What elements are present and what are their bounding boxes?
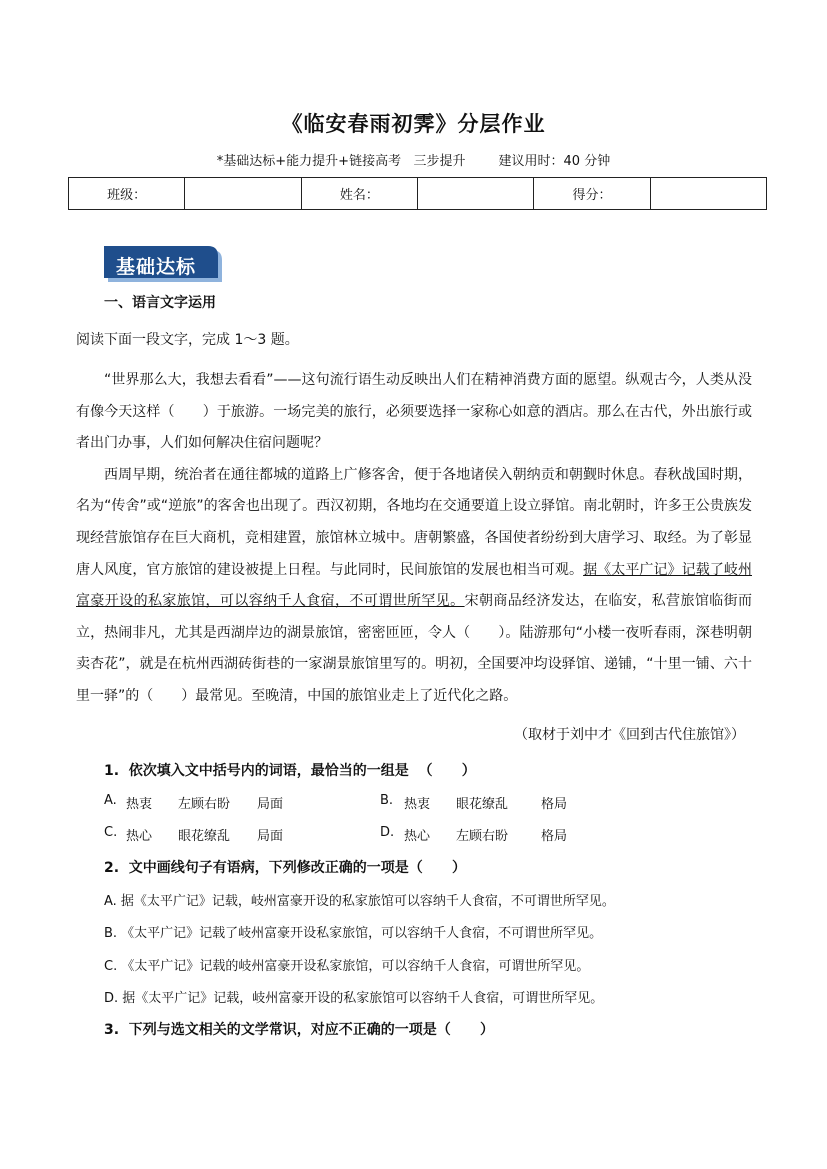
section-tag-label: 基础达标 (116, 256, 197, 278)
passage-text: 西周早期，统治者在通往都城的道路上广修客舍，便于各地诸侯入朝纳贡和朝觐时休息。春秋战国时期，名为“传舍”或“逆旅”的客舍也出现了。西汉初期，各地均在交通要道上设立驿馆。南北朝时，许多王公贵族发现经营旅馆存在巨大商机，竞相建置，旅馆林立城中。唐朝繁盛，各国使者纷纷到大唐学习、取经。为了彰显唐人风度，官方旅馆的建设被提上日程。与此同时，民间旅馆的发展也相当可观。 (76, 466, 752, 578)
section-tag (104, 246, 222, 282)
question-2-option-d[interactable]: D. 据《太平广记》记载，岐州富豪开设的私家旅馆可以容纳千人食宿，可谓世所罕见。 (104, 991, 604, 1006)
question-3-stem: 3. 下列与选文相关的文学常识，对应不正确的一项是（ ） (104, 1022, 495, 1038)
option-word: 眼花缭乱 (178, 829, 231, 844)
score-field[interactable] (650, 178, 766, 210)
question-1-options-row-1 (104, 793, 664, 813)
question-2-option-c[interactable]: C. 《太平广记》记载的岐州富豪开设私家旅馆，可以容纳千人食宿，可谓世所罕见。 (104, 959, 590, 974)
underlined-sentence: 据《太平广记》记载了岐州富豪开设的私家旅馆，可以容纳千人食宿，不可谓世所罕见。 (76, 561, 752, 610)
section-heading: 一、语言文字运用 (104, 295, 216, 311)
option-word: 局面 (257, 797, 284, 812)
option-word: 左顾右盼 (456, 829, 509, 844)
option-letter[interactable]: D. (380, 825, 395, 840)
passage-paragraph-2 (76, 460, 752, 713)
option-word: 热心 (404, 829, 431, 844)
class-label: 班级： (69, 178, 185, 210)
reading-passage (76, 365, 752, 713)
option-letter[interactable]: B. (380, 793, 394, 808)
question-2-stem: 2. 文中画线句子有语病，下列修改正确的一项是（ ） (104, 860, 467, 876)
passage-source: （取材于刘中才《回到古代住旅馆》） (514, 727, 745, 743)
passage-text: 宋朝商品经济发达，在临安，私营旅馆临街而立，热闹非凡，尤其是西湖岸边的湖景旅馆，密密匝匝，令人（ ）。陆游那句“小楼一夜听春雨，深巷明朝卖杏花”，就是在杭州西湖砖街巷的一家湖景旅馆里写的。明初，全国要冲均设驿馆、递铺，“十里一铺、六十里一驿”的（ ）最常见。至晚清，中国的旅馆业走上了近代化之路。 (76, 593, 753, 704)
option-word: 热衷 (404, 797, 431, 812)
score-label: 得分： (534, 178, 650, 210)
reading-instruction: 阅读下面一段文字，完成 1～3 题。 (76, 332, 299, 348)
subtitle: *基础达标+能力提升+链接高考 三步提升 建议用时：40 分钟 (216, 154, 611, 169)
name-field[interactable] (417, 178, 533, 210)
passage-paragraph-1: “世界那么大，我想去看看”——这句流行语生动反映出人们在精神消费方面的愿望。纵观古今，人类从没有像今天这样（ ）于旅游。一场完美的旅行，必须要选择一家称心如意的酒店。那么在古代，外出旅行或者出门办事，人们如何解决住宿问题呢？ (76, 372, 752, 452)
option-word: 格局 (541, 829, 568, 844)
option-word: 左顾右盼 (178, 797, 231, 812)
question-1-options-row-2 (104, 825, 664, 845)
question-1-stem: 1. 依次填入文中括号内的词语，最恰当的一组是 （ ） (104, 763, 476, 779)
name-label: 姓名： (301, 178, 417, 210)
option-letter[interactable]: C. (104, 825, 118, 840)
option-letter[interactable]: A. (104, 793, 117, 808)
option-word: 热心 (126, 829, 153, 844)
option-word: 眼花缭乱 (456, 797, 509, 812)
option-word: 格局 (541, 797, 568, 812)
option-word: 热衷 (126, 797, 153, 812)
class-field[interactable] (185, 178, 301, 210)
option-word: 局面 (257, 829, 284, 844)
question-2-option-b[interactable]: B. 《太平广记》记载了岐州富豪开设私家旅馆，可以容纳千人食宿，不可谓世所罕见。 (104, 926, 603, 941)
page-title: 《临安春雨初霁》分层作业 (281, 112, 546, 136)
student-info-table (68, 177, 767, 210)
question-2-option-a[interactable]: A. 据《太平广记》记载，岐州富豪开设的私家旅馆可以容纳千人食宿，不可谓世所罕见。 (104, 894, 615, 909)
